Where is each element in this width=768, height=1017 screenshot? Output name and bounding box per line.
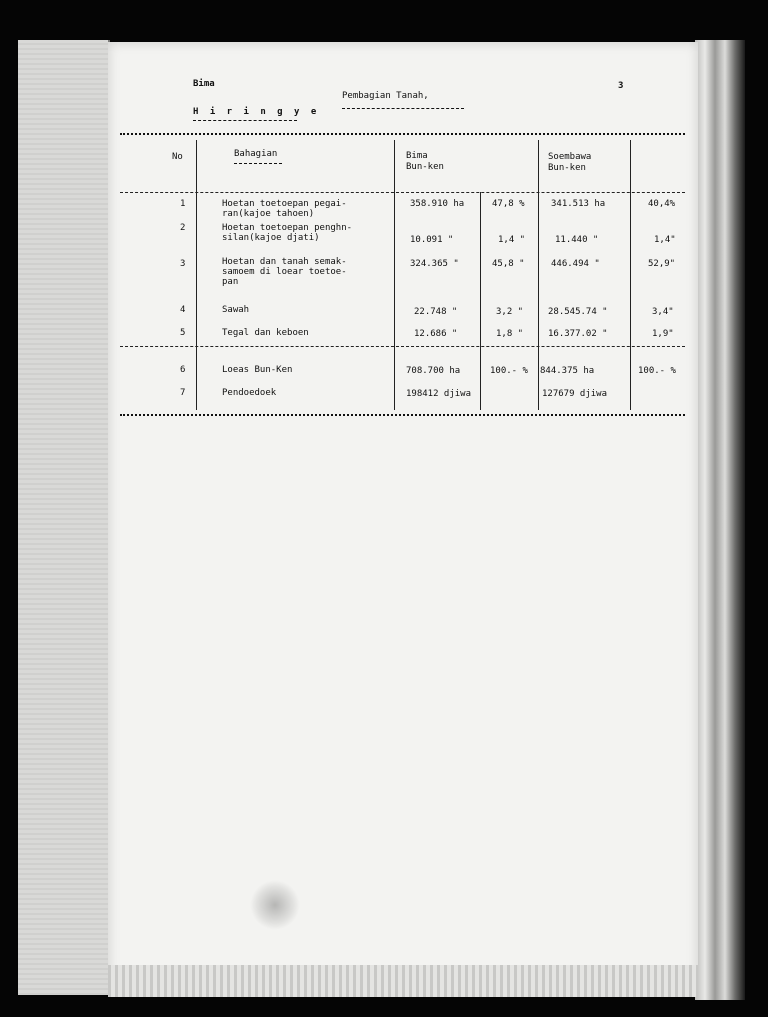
row5-label: Tegal dan keboen: [222, 328, 309, 338]
row6-bima-pct: 100.- %: [490, 366, 528, 376]
row7-no: 7: [180, 388, 186, 398]
row5-soembawa-value: 16.377.02 ": [548, 329, 608, 339]
row7-label: Pendoedoek: [222, 388, 277, 398]
row2-soembawa-value: 11.440 ": [555, 235, 599, 245]
document-title: Pembagian Tanah,: [342, 91, 429, 101]
row4-bima-pct: 3,2 ": [496, 307, 524, 317]
row1-label-line1: Hoetan toetoepan pegai-: [222, 199, 347, 209]
row3-bima-pct: 45,8 ": [492, 259, 525, 269]
col-divider-no: [196, 140, 197, 410]
row3-no: 3: [180, 259, 186, 269]
row1-no: 1: [180, 199, 186, 209]
title-underline: [342, 108, 464, 109]
page-number: 3: [618, 81, 624, 91]
row2-soembawa-pct: 1,4": [654, 235, 676, 245]
row5-no: 5: [180, 328, 186, 338]
col-divider-bahagian: [394, 140, 395, 410]
header-no: No: [172, 152, 183, 162]
col-divider-soembawa-pct: [630, 140, 631, 410]
ink-smudge: [250, 880, 300, 930]
row2-label-line2: silan(kajoe djati): [222, 233, 320, 243]
row3-label-line3: pan: [222, 277, 239, 287]
row2-bima-value: 10.091 ": [410, 235, 454, 245]
row3-label-line1: Hoetan dan tanah semak-: [222, 257, 347, 267]
row6-no: 6: [180, 365, 186, 375]
row6-label: Loeas Bun-Ken: [222, 365, 293, 375]
row3-soembawa-value: 446.494 ": [551, 259, 600, 269]
bahagian-underline: [234, 163, 282, 164]
right-page-edges: [695, 40, 745, 1000]
left-page-leaf: [18, 40, 110, 995]
row4-bima-value: 22.748 ": [414, 307, 458, 317]
row4-label: Sawah: [222, 305, 250, 315]
row4-soembawa-pct: 3,4": [652, 307, 674, 317]
header-bima-unit: Bun-ken: [406, 162, 444, 172]
header-bahagian: Bahagian: [234, 149, 278, 159]
table-total-rule: [120, 346, 685, 347]
row6-soembawa-value: 844.375 ha: [540, 366, 595, 376]
row1-label-line2: ran(kajoe tahoen): [222, 209, 315, 219]
row7-bima-value: 198412 djiwa: [406, 389, 472, 399]
row3-label-line2: samoem di loear toetoe-: [222, 267, 347, 277]
row1-soembawa-pct: 40,4%: [648, 199, 676, 209]
table-header-rule: [120, 192, 685, 193]
row5-bima-pct: 1,8 ": [496, 329, 524, 339]
row7-soembawa-value: 127679 djiwa: [542, 389, 608, 399]
row3-soembawa-pct: 52,9": [648, 259, 676, 269]
row6-bima-value: 708.700 ha: [406, 366, 461, 376]
header-soembawa-unit: Bun-ken: [548, 163, 586, 173]
col-divider-bima-pct: [480, 192, 481, 410]
place-label: Bima: [193, 79, 215, 89]
row5-soembawa-pct: 1,9": [652, 329, 674, 339]
row6-soembawa-pct: 100.- %: [638, 366, 676, 376]
row1-soembawa-value: 341.513 ha: [551, 199, 606, 209]
table-bottom-rule: [120, 414, 685, 416]
page-bottom-edge: [108, 965, 698, 997]
row5-bima-value: 12.686 ": [414, 329, 458, 339]
row2-no: 2: [180, 223, 186, 233]
row2-label-line1: Hoetan toetoepan penghn-: [222, 223, 353, 233]
district-label: H i r i n g y e: [193, 107, 320, 117]
row1-bima-value: 358.910 ha: [410, 199, 465, 209]
header-bima: Bima: [406, 151, 428, 161]
row3-bima-value: 324.365 ": [410, 259, 459, 269]
district-underline: [193, 120, 297, 121]
row4-no: 4: [180, 305, 186, 315]
row2-bima-pct: 1,4 ": [498, 235, 526, 245]
header-soembawa: Soembawa: [548, 152, 592, 162]
row4-soembawa-value: 28.545.74 ": [548, 307, 608, 317]
col-divider-bima: [538, 140, 539, 410]
row1-bima-pct: 47,8 %: [492, 199, 525, 209]
table-top-rule: [120, 133, 685, 135]
